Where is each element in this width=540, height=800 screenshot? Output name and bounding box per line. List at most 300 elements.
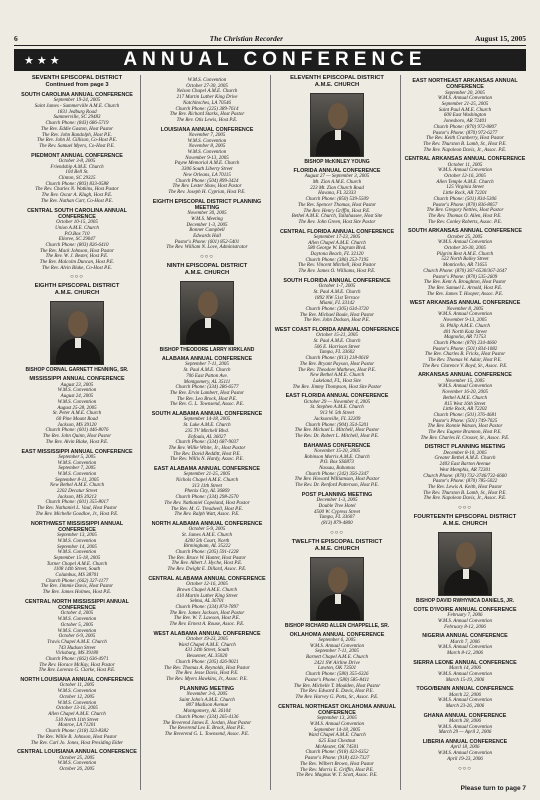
conference-detail-line: The Rev. Alvin Blake, Host P.E.	[45, 439, 109, 445]
conference-detail-line: The Rev. James O. Williams, Host P.E.	[298, 269, 376, 275]
conference-detail-line: Pilgrim Rest A.M.E. Church	[436, 251, 494, 257]
conference-detail-line: 506 E. Harrison Street	[314, 344, 360, 350]
conference-detail-line: W.M.S. Convention	[57, 617, 97, 623]
conference-detail-line: Saint John's A.M.E. Church	[179, 697, 235, 703]
conference-listing	[14, 153, 140, 205]
conference-detail-line: St. Paul A.M.E. Church	[313, 289, 361, 295]
conference-detail-line: Pastor's Phone: (870) 785-5022	[432, 479, 498, 485]
conference-title: CENTRAL FLORIDA ANNUAL CONFERENCE	[279, 228, 395, 235]
conference-title: PLANNING MEETING	[179, 685, 235, 692]
conference-detail-line: Bonner Campbell	[189, 228, 225, 234]
conference-detail-line: W.M.S. Annual Convention	[437, 168, 493, 174]
conference-detail-line: September 21-25, 2005	[183, 472, 231, 478]
conference-title: LIBERIA ANNUAL CONFERENCE	[422, 739, 508, 746]
conference-detail-line: The Rev. Joseph H. Cyprian, Host P.E.	[168, 189, 246, 195]
conference-detail-line: Church Phone: (662) 636-4971	[45, 657, 109, 663]
conference-detail-line: September 7, 2005	[58, 466, 96, 472]
bishop-caption: BISHOP CORNAL GARNETT HENNING, SR.	[25, 367, 129, 374]
conference-title: NORTH LOUISIANA ANNUAL CONFERENCE	[20, 677, 134, 684]
conference-detail-line: The Rev. Myers Hawkins, Jr., Assoc. P.E.	[166, 677, 248, 682]
conference-detail-line: The Rev. Alvin Blake, Co-Host P.E.	[41, 265, 113, 271]
conference-detail-line: September 14-18, 2005	[313, 727, 361, 733]
conference-detail-line: Pastor's Phone: (501) 834-1082	[432, 346, 498, 352]
conference-title: WEST ALABAMA ANNUAL CONFERENCE	[153, 630, 261, 637]
conference-detail-line: Church Phone: (501) 834-5306	[433, 196, 497, 202]
conference-detail-line: Church Phone: (803) 826-6410	[45, 242, 109, 248]
banner-title: ANNUAL CONFERENCE	[123, 49, 427, 70]
conference-list	[14, 376, 140, 772]
conference-detail-line: The Rev. Samuel Myers, Co-Host P.E.	[39, 143, 115, 149]
conference-detail-line: The Rev. Ernest A. Rouse, Assoc. P.E.	[169, 622, 245, 628]
conference-listing	[274, 229, 400, 275]
conference-detail-line: October 29 — November 4, 2005	[303, 399, 371, 405]
conference-detail-line: September 8-11, 2005	[55, 477, 99, 483]
conference-detail-line: W.M.S. Annual Convention	[437, 96, 493, 102]
conference-detail-line: April 18, 2006	[450, 745, 480, 751]
conference-detail-line: W.M.S. Annual Convention	[437, 384, 493, 390]
bishop-photo	[310, 557, 364, 621]
district-heading: SEVENTH EPISCOPAL DISTRICT	[31, 75, 123, 81]
conference-detail-line: The Rev. Lester Shaw, Host Pastor	[172, 184, 242, 190]
conference-detail-line: Church Phone: (334) 286-6577	[175, 385, 239, 391]
conference-detail-line: The Rev. Vincent Mitchell, Host Pastor	[298, 263, 376, 269]
conference-detail-line: Church Phone: (504) 899-3424	[175, 178, 239, 184]
conference-detail-line: The Rev. Nathaniel Copeland, Host Pastor	[164, 500, 250, 506]
conference-detail-line: The Rev. G. L. Townsend, Assoc. P.E.	[169, 402, 245, 408]
conference-detail-line: The Rev. Otis Lewis, Host P.E.	[176, 117, 238, 123]
conference-detail-line: Church Phone: (334) 687-9037	[175, 440, 239, 446]
page-number: 6	[14, 33, 18, 43]
conference-title: TOGO/BENIN ANNUAL CONFERENCE	[416, 686, 514, 693]
conference-detail-line: 743 Hudson Street	[58, 645, 96, 651]
conference-listing	[14, 208, 140, 272]
conference-detail-line: Pastor's Phone: (918) 423-7327	[304, 756, 370, 762]
conference-list	[144, 78, 270, 251]
section-separator: ○○○	[330, 529, 344, 536]
conference-list	[144, 356, 270, 737]
conference-detail-line: W.M.S. Annual Convention	[437, 645, 493, 651]
conference-listing	[144, 631, 270, 683]
column-3	[274, 75, 400, 795]
conference-title: COTE D'IVOIRE ANNUAL CONFERENCE	[413, 607, 517, 614]
conference-detail-line: March 22, 2006	[449, 692, 481, 698]
conference-detail-line: Clinton, SC 29325	[58, 176, 96, 182]
district-heading: FOURTEENTH EPISCOPAL DISTRICT	[413, 514, 517, 521]
conference-detail-line: 125 Virginia Street	[446, 185, 484, 191]
conference-detail-line: The Rev. Thomas W. Adair, Host P.E.	[428, 358, 502, 364]
conference-detail-line: October 5, 2005	[60, 622, 94, 628]
header-rule	[14, 45, 526, 46]
conference-title: WEST ARKANSAS ANNUAL CONFERENCE	[409, 300, 521, 307]
conference-listing	[144, 576, 270, 628]
conference-detail-line: W.M.S. Convention	[57, 550, 97, 556]
conference-listing	[14, 677, 140, 746]
conference-listing	[144, 466, 270, 518]
conference-detail-line: 2403 East Barton Avenue	[439, 462, 491, 468]
conference-detail-line: The Rev. John Dodson, Host P.E.	[303, 318, 371, 324]
conference-title: SOUTH FLORIDA ANNUAL CONFERENCE	[283, 277, 391, 284]
conference-listing	[404, 713, 526, 736]
conference-detail-line: Nelson Chapel A.M.E. Church	[176, 89, 238, 95]
conference-detail-line: October 5-9, 2005	[188, 527, 226, 533]
conference-detail-line: The Rev. Nathan Carr, Co-Host P.E.	[40, 198, 114, 204]
conference-detail-line: The Rev. James T. Hooper, Assoc. P.E.	[426, 291, 504, 297]
conference-detail-line: Havana, FL 32333	[318, 191, 356, 197]
district-heading: TWELFTH EPISCOPAL DISTRICT	[291, 538, 383, 545]
conference-detail-line: December 1-3, 2005	[316, 498, 358, 504]
conference-detail-line: The Rev. Thurston B. Lamb, Sr., Host P.E.	[423, 141, 507, 147]
conference-detail-line: February 7, 2006	[447, 613, 483, 619]
conference-title: EAST MISSISSIPPI ANNUAL CONFERENCE	[21, 448, 133, 455]
conference-title: EAST ALABAMA ANNUAL CONFERENCE	[154, 466, 260, 473]
conference-listing	[144, 411, 270, 463]
conference-title: BAHAMAS CONFERENCE	[303, 442, 371, 449]
conference-detail-line: Little Rock, AR 72202	[442, 407, 488, 413]
conference-detail-line: Pastor's Phone: (601) 852-5401	[174, 239, 240, 245]
conference-detail-line: February 8-12, 2006	[444, 624, 486, 630]
conference-detail-line: Church Phone: (386) 253-7195	[305, 257, 369, 263]
conference-detail-line: September 21-25, 2005	[441, 102, 489, 107]
conference-detail-line: St. Philip A.M.E. Church	[440, 323, 490, 329]
conference-detail-line: 913 W. 5th Street	[319, 411, 355, 417]
district-church: A.M.E. CHURCH	[184, 270, 230, 277]
conference-title: EIGHTH EPISCOPAL DISTRICT PLANNING MEETING	[152, 198, 262, 211]
conference-detail-line: March 29 — April 2, 2006	[438, 730, 492, 736]
section-separator: ○○○	[458, 505, 472, 512]
conference-detail-line: 313 11th Street	[192, 483, 222, 489]
conference-detail-line: The Rev. James Holmes, Host P.E.	[42, 590, 112, 596]
conference-detail-line: September 19-24, 2005	[53, 98, 101, 104]
conference-title: EAST NORTHEAST ARKANSAS ANNUAL CONFERENCE	[412, 78, 518, 91]
conference-detail-line: Bessemer, AL 35020	[186, 654, 228, 660]
conference-detail-line: The Rev. Willie B. Johnson, Host Pastor	[36, 734, 118, 740]
column-4	[404, 75, 526, 795]
conference-detail-line: The Rev. Charles H. Crosser, Sr., Assoc. P.E.	[420, 435, 510, 441]
conference-detail-line: The Rev. Magnus W. T. Scott, Assoc. P.E.	[296, 773, 378, 779]
conference-detail-line: Selma, AL 36701	[189, 599, 225, 605]
conference-detail-line: Monroe, LA 71201	[58, 723, 96, 729]
conference-detail-line: Ward Chapel A.M.E. Church	[308, 733, 366, 739]
conference-detail-line: Saint Paul A.M.E. Church	[438, 107, 492, 113]
conference-listing	[404, 660, 526, 683]
conference-detail-line: McAlester, OK 74501	[315, 744, 359, 750]
conference-detail-line: 510 North 11th Street	[55, 717, 99, 723]
conference-detail-line: St. Peter A.M.E. Church	[52, 411, 102, 417]
conference-detail-line: 223 Mt. Zion Church Road	[310, 185, 364, 191]
conference-detail-line: 217 Martin Luther King Drive	[176, 95, 238, 101]
conference-detail-line: Allen Temple A.M.E. Church	[436, 179, 494, 185]
conference-detail-line: September 6, 2005	[318, 637, 356, 643]
conference-listing	[404, 607, 526, 630]
conference-title: NORTHWEST MISSISSIPPI ANNUAL CONFERENCE	[30, 520, 124, 533]
conference-listing	[404, 739, 526, 762]
conference-detail-line: Church Phone: (225) 389-7614	[175, 106, 239, 112]
conference-detail-line: March 15-19, 2006	[445, 677, 485, 683]
conference-detail-line: P.O.Box 710	[64, 231, 90, 237]
conference-detail-line: St. James A.M.E. Church	[181, 532, 233, 538]
conference-detail-line: October 11, 2005	[447, 162, 483, 168]
conference-list	[274, 168, 400, 527]
conference-detail-line: Church Phone: (334) 298-2570	[175, 495, 239, 501]
conference-detail-line: The Rev. Bruce W. Hunter, Host Pastor	[168, 555, 246, 561]
conference-detail-line: Jackson, MS 39213	[57, 494, 97, 500]
conference-detail-line: October 11, 2005	[59, 683, 95, 689]
conference-detail-line: September 13, 2005	[57, 533, 97, 539]
conference-detail-line: August 23, 2005	[60, 382, 94, 388]
conference-detail-line: Ward Chapel A.M.E. Church	[178, 642, 236, 648]
conference-detail-line: Tampa, FL 33602	[319, 350, 355, 356]
conference-detail-line: September 13, 2005	[317, 716, 357, 722]
conference-detail-line: New Bethel A.M.E. Church	[309, 373, 365, 379]
conference-detail-line: Jacksonville, FL 32209	[313, 416, 361, 422]
conference-detail-line: September 7-11, 2005	[185, 362, 229, 368]
conference-detail-line: Magnolia, AR 71753	[444, 335, 486, 341]
conference-detail-line: Daytona Beach, FL 32120	[310, 252, 364, 258]
column-divider	[270, 75, 271, 790]
conference-detail-line: The Rev. John H. Gillison, Co-Host P.E.	[36, 138, 118, 144]
conference-listing	[14, 749, 140, 772]
conference-detail-line: Allen Chapel A.M.E. Church	[48, 712, 106, 717]
conference-listing	[404, 78, 526, 153]
conference-detail-line: Monticello, AR 71655	[443, 263, 487, 269]
conference-detail-line: Birmingham, AL 35222	[183, 544, 231, 550]
conference-detail-line: Lakeland, FL, Host Site	[313, 378, 361, 384]
conference-listing	[274, 393, 400, 439]
conference-detail-line: March 8-12, 2006	[446, 651, 484, 657]
conference-detail-line: The Rev. M. G. Treadwell, Host P.E.	[170, 506, 244, 512]
conference-detail-line: Montgomery, AL 35111	[183, 379, 231, 385]
conference-detail-line: March 23-26, 2006	[445, 704, 485, 709]
conference-detail-line: August 24, 2005	[60, 394, 94, 400]
conference-listing	[14, 376, 140, 445]
conference-detail-line: Phenix City, AL 36869	[184, 489, 230, 495]
conference-detail-line: April 19-23, 2006	[447, 756, 483, 762]
conference-detail-line: Nassau, Bahamas	[319, 466, 355, 472]
conference-detail-line: Church Phone: (904) 354-5201	[305, 422, 369, 428]
conference-detail-line: The Rev. Leo Brock, Host P.E.	[176, 396, 238, 402]
conference-detail-line: October 6-9, 2005	[58, 634, 96, 640]
conference-detail-line: September 14, 2005	[57, 544, 97, 550]
district-church: A.M.E. CHURCH	[54, 290, 100, 297]
conference-detail-line: Church Phone: (870) 234-4660	[433, 340, 497, 346]
continued-note: Continued from page 3	[45, 82, 109, 88]
conference-listing	[404, 444, 526, 502]
conference-detail-line: The Rev. Conley Roberts, Assoc. P.E.	[428, 219, 502, 225]
conference-detail-line: The Rev. David Redditt, Host P.E.	[173, 451, 241, 457]
conference-detail-line: Double Tree Hotel	[318, 503, 356, 509]
conference-detail-line: The Rev. Ronnie Watson, Host Pastor	[427, 424, 503, 430]
conference-list	[404, 607, 526, 762]
conference-detail-line: October 13-16, 2005	[56, 706, 98, 712]
conference-detail-line: Church Phone: (870) 367-6530/367-2647	[423, 268, 507, 274]
conference-detail-line: 1108 14th Street, South	[53, 567, 101, 573]
conference-detail-line: Turner Chapel A.M.E. Church	[46, 561, 108, 567]
conference-detail-line: The Rev. Ervin Lambert, Host Pastor	[169, 390, 245, 396]
conference-detail-line: The Rev. Richard Starks, Host Pastor	[169, 112, 245, 118]
conference-detail-line: Miami, FL 33142	[319, 301, 355, 307]
conference-title: DISTRICT PLANNING MEETING	[424, 444, 506, 451]
conference-title: ALABAMA ANNUAL CONFERENCE	[161, 356, 253, 363]
conference-detail-line: W.M.S. Convention	[57, 761, 97, 767]
conference-detail-line: October 12-16, 2005	[444, 174, 486, 180]
conference-detail-line: Enfoula, AL 36027	[188, 434, 226, 440]
conference-title: LOUISIANA ANNUAL CONFERENCE	[160, 126, 254, 133]
conference-detail-line: October 3-8, 2005	[58, 158, 96, 164]
bishop-photo	[438, 532, 492, 596]
conference-detail-line: The Rev. William N. Love, Administrator	[166, 245, 248, 251]
conference-detail-line: Church Phone: (334) 265-4136	[175, 714, 239, 720]
conference-listing	[274, 443, 400, 489]
bishop-photo	[180, 281, 234, 345]
conference-detail-line: The Rev. Thurston B. Lamb, Sr., Host P.E.	[423, 490, 507, 496]
conference-detail-line: The Rev. Bryant Payson, Host Pastor	[299, 361, 375, 367]
column-1	[14, 75, 140, 795]
conference-detail-line: Church Phone: (601) 446-8076	[45, 428, 109, 434]
conference-detail-line: 600 East Washington	[443, 113, 487, 119]
conference-detail-line: W.M.S. Convention	[57, 471, 97, 477]
conference-detail-line: W.M.S. Convention	[187, 138, 227, 144]
conference-detail-line: W.M.S. Annual Convention	[437, 724, 493, 730]
conference-detail-line: W.M.S. Convention	[57, 460, 97, 466]
conference-detail-line: The Reverend James E. Jordan, Host Pastor	[162, 720, 252, 726]
conference-detail-line: The Rev. Wilbert Brown, Host Pastor	[299, 761, 375, 767]
conference-detail-line: Tampa, FL 33607	[319, 515, 355, 521]
conference-detail-line: The Reverend G. L. Townsend, Assoc. P.E.	[164, 731, 250, 737]
conference-detail-line: Pastor's Phone: (870) 972-6277	[432, 130, 498, 136]
conference-listing	[404, 300, 526, 369]
conference-detail-line: The Rev. Charles B. Fricks, Host Pastor	[424, 352, 506, 358]
conference-detail-line: 625 East Chestnut	[318, 739, 356, 745]
conference-detail-line: October 19-23, 2005	[186, 637, 228, 643]
conference-detail-line: Edwards Hall	[193, 234, 221, 240]
conference-title: CENTRAL NORTHEAST OKLAHOMA ANNUAL CONFERENCE	[278, 703, 396, 716]
conference-title: NORTH ALABAMA ANNUAL CONFERENCE	[151, 520, 263, 527]
conference-detail-line: Church Phone: (870) 972-0807	[433, 124, 497, 130]
conference-detail-line: October 4, 2005	[60, 611, 94, 617]
conference-detail-line: Church Phone: (501) 376-4681	[433, 412, 497, 418]
conference-detail-line: W.M.S. Convention	[57, 399, 97, 405]
conference-detail-line: W.M.S. Convention	[187, 150, 227, 156]
conference-listing	[144, 199, 270, 252]
conference-detail-line: 104 Bell St.	[65, 170, 89, 176]
conference-detail-line: Lawton, OK 73501	[317, 666, 357, 672]
district-heading: ELEVENTH EPISCOPAL DISTRICT	[290, 75, 384, 81]
conference-detail-line: Church Phone: (318) 323-8382	[45, 729, 109, 735]
conference-detail-line: Church Phone: (918) 423-6352	[305, 750, 369, 756]
conference-detail-line: November 7, 2005	[188, 132, 226, 138]
conference-listing	[144, 356, 270, 408]
conference-detail-line: Bethel A.M.E. Church, Tallahassee, Host Site	[291, 214, 383, 220]
conference-detail-line: Pastor's Phone: (870) 535-2609	[432, 274, 498, 280]
conference-detail-line: Church Phone: (242) 356-2347	[305, 471, 369, 477]
conference-detail-line: The Reverend Leo E. Brock, Host P.E.	[169, 726, 245, 732]
conference-detail-line: The Rev. Edward E. Davis, Host P.E.	[300, 689, 374, 695]
bishop-caption: BISHOP McKINLEY YOUNG	[304, 159, 370, 165]
conference-detail-line: Church Phone: (870) 732-3746/732-6660	[423, 473, 507, 479]
conference-list	[404, 78, 526, 502]
conference-detail-line: The Rev. Malcolm Duncan, Host P.E.	[39, 260, 115, 266]
column-divider	[140, 75, 141, 790]
conference-detail-line: Church Phone: (580) 355-6326	[305, 672, 369, 678]
conference-title: EAST FLORIDA ANNUAL CONFERENCE	[285, 393, 389, 400]
conference-listing	[274, 327, 400, 390]
conference-listing	[404, 686, 526, 709]
conference-detail-line: The Rev. Nathaniel L. Vaul, Host Pastor	[36, 506, 118, 512]
conference-detail-line: October 25, 2005	[59, 755, 95, 761]
conference-detail-line: The Rev. Eddie Gaston, Host Pastor	[40, 126, 114, 132]
section-separator: ○○○	[200, 254, 214, 261]
conference-detail-line: The Rev. Napoleon Davis, Jr., Assoc. P.E.	[423, 496, 507, 502]
conference-list	[14, 92, 140, 271]
conference-listing	[14, 599, 140, 674]
conference-detail-line: 401 North Katz Street	[443, 329, 487, 335]
conference-detail-line: Columbus, MS 38701	[55, 573, 99, 579]
conference-detail-line: St. Stephen A.M.E. Church	[310, 405, 364, 411]
conference-listing	[274, 632, 400, 701]
conference-detail-line: Travis Chapel A.M.E. Church	[47, 639, 107, 645]
conference-detail-line: The Rev. James Jackson, Host Pastor	[169, 610, 245, 616]
conference-detail-line: The Rev. Michael L. Mitchell, Host Pastor	[294, 428, 380, 434]
conference-detail-line: The Rev. Thomas O. Allen, Host P.E.	[428, 213, 502, 219]
column-divider	[400, 75, 401, 790]
conference-detail-line: Saint James - Summerville A.M.E. Church	[34, 104, 120, 109]
conference-detail-line: Brown Chapel A.M.E. Church	[176, 587, 238, 593]
conference-detail-line: Natchitoches, LA 70546	[182, 100, 232, 106]
conference-detail-line: W.M.S. Annual Convention	[437, 619, 493, 625]
conference-detail-line: 815 West 16th Street	[444, 401, 486, 407]
conference-detail-line: 2202 Decatur Street	[56, 489, 98, 495]
conference-detail-line: 580 George W. Engram Blvd.	[307, 246, 367, 252]
conference-detail-line: The Rev. Dr. Robert L. Mitchell, Host P.E.	[295, 433, 379, 439]
conference-detail-line: The Rev. Michael Boule, Host Pastor	[299, 312, 375, 318]
conference-detail-line: The Rev. Clarence V. Boyd, Sr., Assoc. P.E.	[422, 363, 508, 369]
conference-detail-line: Pastor's Phone: (580) 585-8411	[304, 677, 370, 683]
conference-detail-line: P.O. Box SS6873	[320, 460, 354, 466]
conference-detail-line: The Rev. Kent A. Broughton, Host Pastor	[423, 280, 507, 286]
conference-listing	[274, 168, 400, 226]
conference-detail-line: The Rev. Thomas A. Reynolds, Host Pastor	[164, 665, 250, 671]
conference-listing	[14, 449, 140, 518]
conference-detail-line: W.M.S. Convention	[57, 538, 97, 544]
conference-detail-line: 4200 5th Court, North	[184, 538, 230, 544]
conference-detail-line: November 3-6, 2005	[186, 692, 228, 697]
district-church: A.M.E. CHURCH	[314, 545, 360, 552]
conference-detail-line: 3306 South Liberty Street	[181, 167, 233, 173]
conference-detail-line: Church Phone: (334) 874-7897	[175, 604, 239, 610]
conference-detail-line: W.M.S. Convention	[57, 700, 97, 706]
conference-detail-line: The Rev. Dwight E. Dillard, Assoc. P.E.	[167, 567, 247, 573]
conference-listing	[274, 492, 400, 527]
conference-detail-line: Greater Bethel A.M.E. Church	[434, 456, 496, 462]
conference-detail-line: The Rev. Harvey G. Potts, Sr., Assoc. P.E.	[295, 694, 379, 700]
bishop-caption: BISHOP THEODORE LARRY KIRKLAND	[159, 347, 255, 354]
conference-detail-line: October 12, 2005	[59, 694, 95, 700]
conference-detail-line: The Rev. John Randolph, Host P.E.	[42, 132, 112, 138]
conference-title: CENTRAL SOUTH CAROLINA ANNUAL CONFERENCE	[27, 207, 127, 220]
conference-detail-line: The Rev. John Green, Host Site Pastor	[298, 219, 376, 225]
conference-detail-line: The Rev. Michelle Goodloe, Jr., Host P.E.	[35, 511, 119, 517]
conference-detail-line: Church Phone: (843) 686-5719	[45, 121, 109, 127]
conference-detail-line: (813) 879-4800	[321, 520, 353, 526]
conference-detail-line: September 7-11, 2005	[315, 649, 359, 655]
conference-title: CENTRAL ALABAMA ANNUAL CONFERENCE	[148, 575, 266, 582]
conference-title: OKLAHOMA ANNUAL CONFERENCE	[289, 631, 385, 638]
conference-detail-line: The Rev. Mack Johnson, Host Pastor	[40, 248, 114, 254]
conference-detail-line: November 9-13, 2005	[185, 155, 229, 161]
conference-title: FLORIDA ANNUAL CONFERENCE	[293, 168, 381, 174]
conference-detail-line: Summerville, SC 29483	[53, 115, 101, 121]
conference-listing	[404, 228, 526, 297]
